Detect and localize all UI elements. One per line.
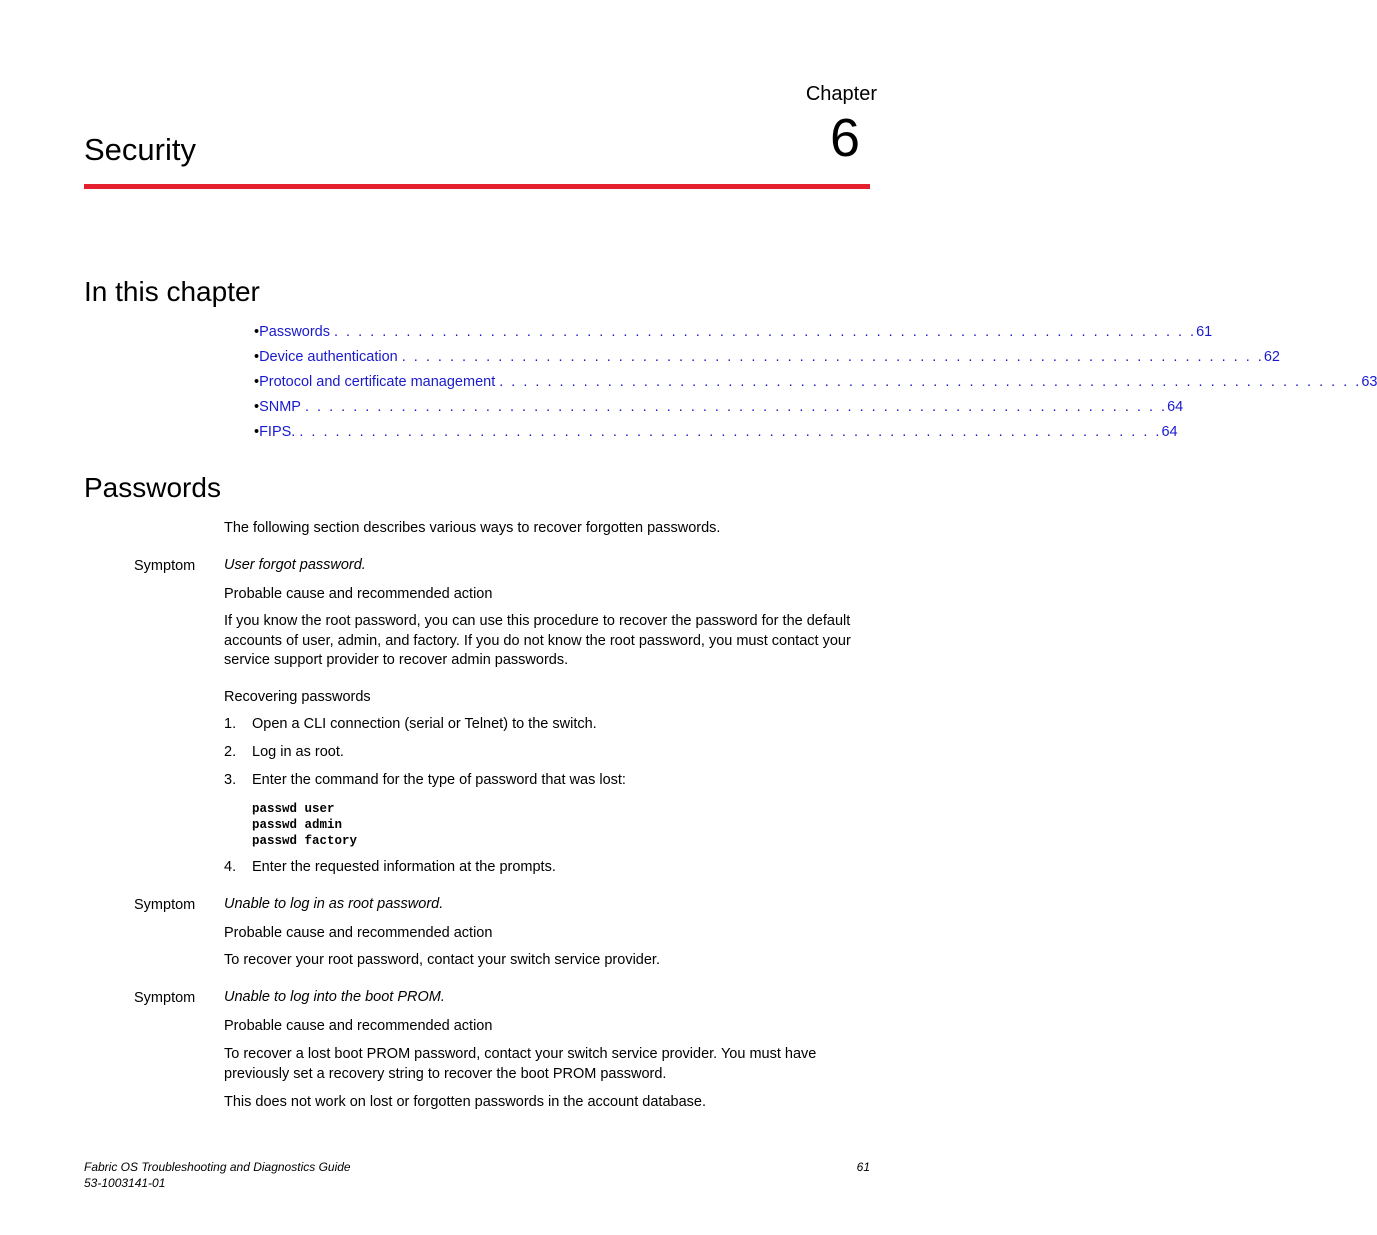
toc-link[interactable]: FIPS. bbox=[259, 424, 296, 440]
toc-item-passwords[interactable] bbox=[254, 320, 1213, 345]
step-text: Open a CLI connection (serial or Telnet) to the switch. bbox=[252, 716, 597, 732]
cause-heading: Probable cause and recommended action bbox=[224, 1018, 493, 1034]
code-line: passwd user bbox=[252, 802, 335, 816]
cause-text: If you know the root password, you can use this procedure to recover the password for the default accounts of user, admin, and factory. If you do not know the root password, you must contact your service support provider to recover admin passwords. bbox=[224, 613, 851, 668]
toc-page[interactable]: 63 bbox=[1361, 374, 1377, 390]
symptom-text: User forgot password. bbox=[224, 557, 366, 573]
extra-text: This does not work on lost or forgotten passwords in the account database. bbox=[224, 1094, 706, 1110]
toc-bullet: • bbox=[254, 324, 260, 340]
in-this-chapter-heading: In this chapter bbox=[84, 276, 260, 307]
chapter-number: 6 bbox=[829, 108, 860, 168]
code-line: passwd admin bbox=[252, 818, 343, 832]
footer-title: Fabric OS Troubleshooting and Diagnostics Guide bbox=[84, 1160, 351, 1174]
toc-link[interactable]: Passwords bbox=[259, 324, 330, 340]
toc-page[interactable]: 61 bbox=[1196, 324, 1213, 340]
toc-link[interactable]: SNMP bbox=[259, 399, 301, 415]
toc-page[interactable]: 62 bbox=[1263, 349, 1280, 365]
toc-leader: . . . . . . . . . . . . . . . . . . . . . . . . . . . . . . . . . . . . . . . . . . . . . . . . . . . . . . . . . . . . . . . . . . . . . . . . bbox=[299, 424, 1162, 440]
cause-heading: Probable cause and recommended action bbox=[224, 586, 493, 602]
footer-page-number: 61 bbox=[856, 1160, 870, 1174]
toc-list bbox=[254, 320, 1377, 445]
symptom-text: Unable to log into the boot PROM. bbox=[224, 989, 445, 1005]
toc-link[interactable]: Device authentication bbox=[259, 349, 398, 365]
symptom-label: Symptom bbox=[134, 897, 196, 913]
toc-leader: . . . . . . . . . . . . . . . . . . . . . . . . . . . . . . . . . . . . . . . . . . . . . . . . . . . . . . . . . . . . . . . . . . . . . . . . bbox=[499, 374, 1362, 390]
toc-leader: . . . . . . . . . . . . . . . . . . . . . . . . . . . . . . . . . . . . . . . . . . . . . . . . . . . . . . . . . . . . . . . . . . . . . . . . bbox=[304, 399, 1168, 415]
step-number: 2. bbox=[224, 744, 237, 760]
procedure-heading: Recovering passwords bbox=[224, 689, 371, 705]
step-number: 4. bbox=[224, 859, 237, 875]
step-text: Enter the command for the type of password that was lost: bbox=[252, 772, 626, 788]
passwords-heading: Passwords bbox=[84, 472, 221, 503]
code-line: passwd factory bbox=[252, 834, 358, 848]
toc-bullet: • bbox=[254, 424, 260, 440]
toc-bullet: • bbox=[254, 349, 260, 365]
chapter-title: Security bbox=[84, 132, 196, 167]
toc-link[interactable]: Protocol and certificate management bbox=[259, 374, 496, 390]
cause-heading: Probable cause and recommended action bbox=[224, 925, 493, 941]
symptom-text: Unable to log in as root password. bbox=[224, 896, 444, 912]
step-text: Log in as root. bbox=[252, 744, 344, 760]
toc-item-fips[interactable] bbox=[254, 420, 1178, 445]
toc-bullet: • bbox=[254, 399, 260, 415]
toc-page[interactable]: 64 bbox=[1161, 424, 1178, 440]
toc-bullet: • bbox=[254, 374, 260, 390]
symptom-label: Symptom bbox=[134, 558, 196, 574]
chapter-rule bbox=[84, 184, 870, 189]
step-number: 3. bbox=[224, 772, 237, 788]
chapter-label: Chapter bbox=[805, 83, 877, 105]
step-text: Enter the requested information at the prompts. bbox=[252, 859, 556, 875]
toc-leader: . . . . . . . . . . . . . . . . . . . . . . . . . . . . . . . . . . . . . . . . . . . . . . . . . . . . . . . . . . . . . . . . . . . . . . . . bbox=[401, 349, 1264, 365]
toc-item-protocol-certificate[interactable] bbox=[254, 370, 1377, 395]
cause-text: To recover a lost boot PROM password, contact your switch service provider. You must have previously set a recovery string to recover the boot PROM password. bbox=[224, 1046, 817, 1082]
toc-page[interactable]: 64 bbox=[1167, 399, 1184, 415]
toc-item-device-authentication[interactable] bbox=[254, 345, 1280, 370]
step-number: 1. bbox=[224, 716, 237, 732]
cause-text: To recover your root password, contact your switch service provider. bbox=[224, 952, 660, 968]
passwords-intro: The following section describes various ways to recover forgotten passwords. bbox=[224, 520, 721, 536]
toc-item-snmp[interactable] bbox=[254, 395, 1184, 420]
toc-leader: . . . . . . . . . . . . . . . . . . . . . . . . . . . . . . . . . . . . . . . . . . . . . . . . . . . . . . . . . . . . . . . . . . . . . . . . bbox=[334, 324, 1197, 340]
symptom-label: Symptom bbox=[134, 990, 196, 1006]
footer-doc-number: 53-1003141-01 bbox=[84, 1176, 166, 1190]
